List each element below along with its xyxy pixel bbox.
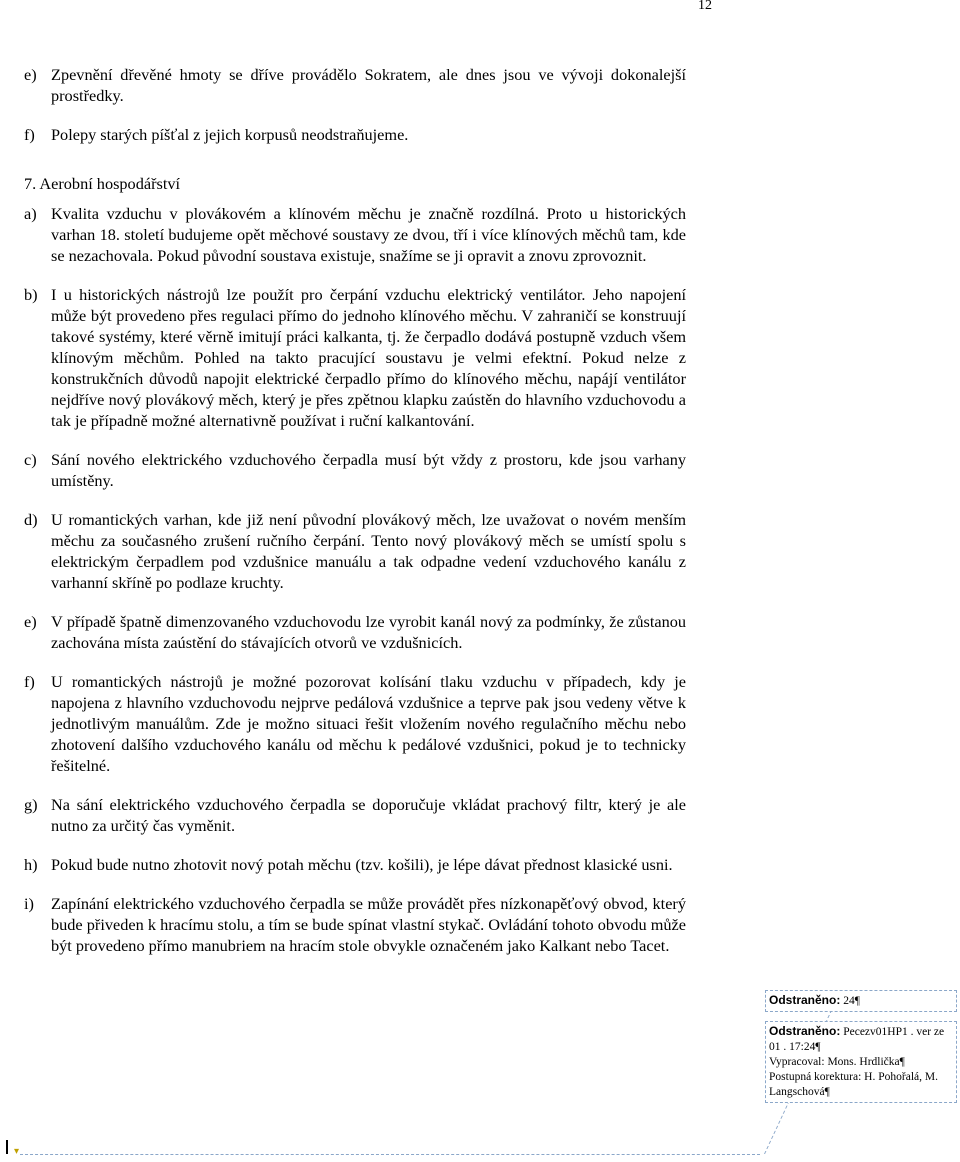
comment-anchor-icon: ▾	[14, 1146, 20, 1157]
list-item	[24, 64, 686, 106]
text-cursor	[6, 1140, 8, 1154]
list-block-a	[24, 64, 686, 145]
list-text: Pokud bude nutno zhotovit nový potah měchu (tzv. košili), je lépe dávat přednost klasické usni.	[51, 855, 673, 874]
comment-balloon[interactable]	[765, 1021, 957, 1103]
list-item	[24, 611, 686, 653]
list-marker: e)	[24, 65, 37, 84]
list-marker: e)	[24, 612, 37, 631]
list-marker: b)	[24, 285, 38, 304]
list-marker: f)	[24, 672, 35, 691]
list-text: U romantických varhan, kde již není původní plovákový měch, lze uvažovat o novém menším měchu za současného zrušení ručního čerpání. Tento nový plovákový měch se umístí spolu s elektrickým čerpadlem pod vzdušnice manuálu a tak odpadne vedení vzduchového kanálu z varhanní skříně po podlaze kruchty.	[51, 510, 686, 592]
list-text: Zapínání elektrického vzduchového čerpadla se může provádět přes nízkonapěťový obvod, který bude přiveden k hracímu stolu, a tím se bude spínat vlastní stykač. Ovládání tohoto obvodu může být provedeno přímo manubriem na hracím stole obvykle označeném jako Kalkant nebo Tacet.	[51, 894, 686, 955]
comment-connector-baseline	[20, 1154, 760, 1155]
list-text: Polepy starých píšťal z jejich korpusů neodstraňujeme.	[51, 125, 409, 144]
comment-text: Postupná korektura: H. Pohořalá, M. Langschová¶	[769, 1071, 938, 1098]
list-marker: i)	[24, 894, 34, 913]
list-marker: h)	[24, 855, 38, 874]
list-text: Sání nového elektrického vzduchového čerpadla musí být vždy z prostoru, kde jsou varhany umístěny.	[51, 450, 686, 490]
comment-label: Odstraněno:	[769, 993, 841, 1007]
comment-text: Vypracoval: Mons. Hrdlička¶	[769, 1056, 905, 1068]
list-item	[24, 124, 686, 145]
list-block-b	[24, 203, 686, 956]
list-marker: d)	[24, 510, 38, 529]
list-text: Zpevnění dřevěné hmoty se dříve provádělo Sokratem, ale dnes jsou ve vývoji dokonalejší prostředky.	[51, 65, 686, 105]
list-item	[24, 893, 686, 956]
page-number: 12	[698, 0, 712, 13]
list-marker: g)	[24, 795, 38, 814]
comment-margin	[765, 990, 957, 1103]
list-item	[24, 284, 686, 431]
list-text: U romantických nástrojů je možné pozorovat kolísání tlaku vzduchu v případech, kdy je napojena z hlavního vzduchovodu nejprve pedálová vzdušnice a teprve pak jsou vedeny větve k jednotlivým manuálům. Zde je možno situaci řešit vložením nového regulačního měchu nebo zhotovení dalšího vzduchového kanálu od měchu k pedálové vzdušnici, pokud je to technicky řešitelné.	[51, 672, 686, 775]
comment-text: Pecezv01HP1 . ver ze 01 . 17:24¶	[769, 1026, 945, 1053]
list-text: Kvalita vzduchu v plovákovém a klínovém měchu je značně rozdílná. Proto u historických varhan 18. století budujeme opět měchové soustavy ze dvou, tří i více klínových měchů tam, kde se nezachovala. Pokud původní soustava existuje, snažíme se ji opravit a znovu zprovoznit.	[51, 204, 686, 265]
comment-text: 24¶	[843, 995, 860, 1007]
list-text: Na sání elektrického vzduchového čerpadla se doporučuje vkládat prachový filtr, který je ale nutno za určitý čas vyměnit.	[51, 795, 686, 835]
list-marker: c)	[24, 450, 37, 469]
comment-label: Odstraněno:	[769, 1024, 841, 1038]
list-item	[24, 203, 686, 266]
list-item	[24, 449, 686, 491]
list-item	[24, 794, 686, 836]
list-marker: f)	[24, 125, 35, 144]
comment-balloon[interactable]	[765, 990, 957, 1012]
document-body	[24, 64, 686, 956]
list-item	[24, 854, 686, 875]
list-item	[24, 671, 686, 776]
list-text: I u historických nástrojů lze použít pro čerpání vzduchu elektrický ventilátor. Jeho napojení může být provedeno přes regulaci přímo do jednoho klínového měchu. V zahraničí se konstruují takové systémy, které věrně imitují práci kalkanta, tj. že čerpadlo dodává postupně vzduch všem klínovým měchům. Pohled na takto pracující soustavu je velmi efektní. Pokud nelze z konstrukčních důvodů napojit elektrické čerpadlo přímo do klínového měchu, napájí ventilátor nejdříve nový plovákový měch, který je přes zpětnou klapku zaústěn do hlavního vzduchovodu a tak je případně možné alternativně používat i ruční kalkantování.	[51, 285, 686, 430]
section-heading: 7. Aerobní hospodářství	[24, 174, 181, 193]
list-marker: a)	[24, 204, 37, 223]
list-item	[24, 509, 686, 593]
list-text: V případě špatně dimenzovaného vzduchovodu lze vyrobit kanál nový za podmínky, že zůstanou zachována místa zaústění do stávajících otvorů ve vzdušnicích.	[51, 612, 686, 652]
